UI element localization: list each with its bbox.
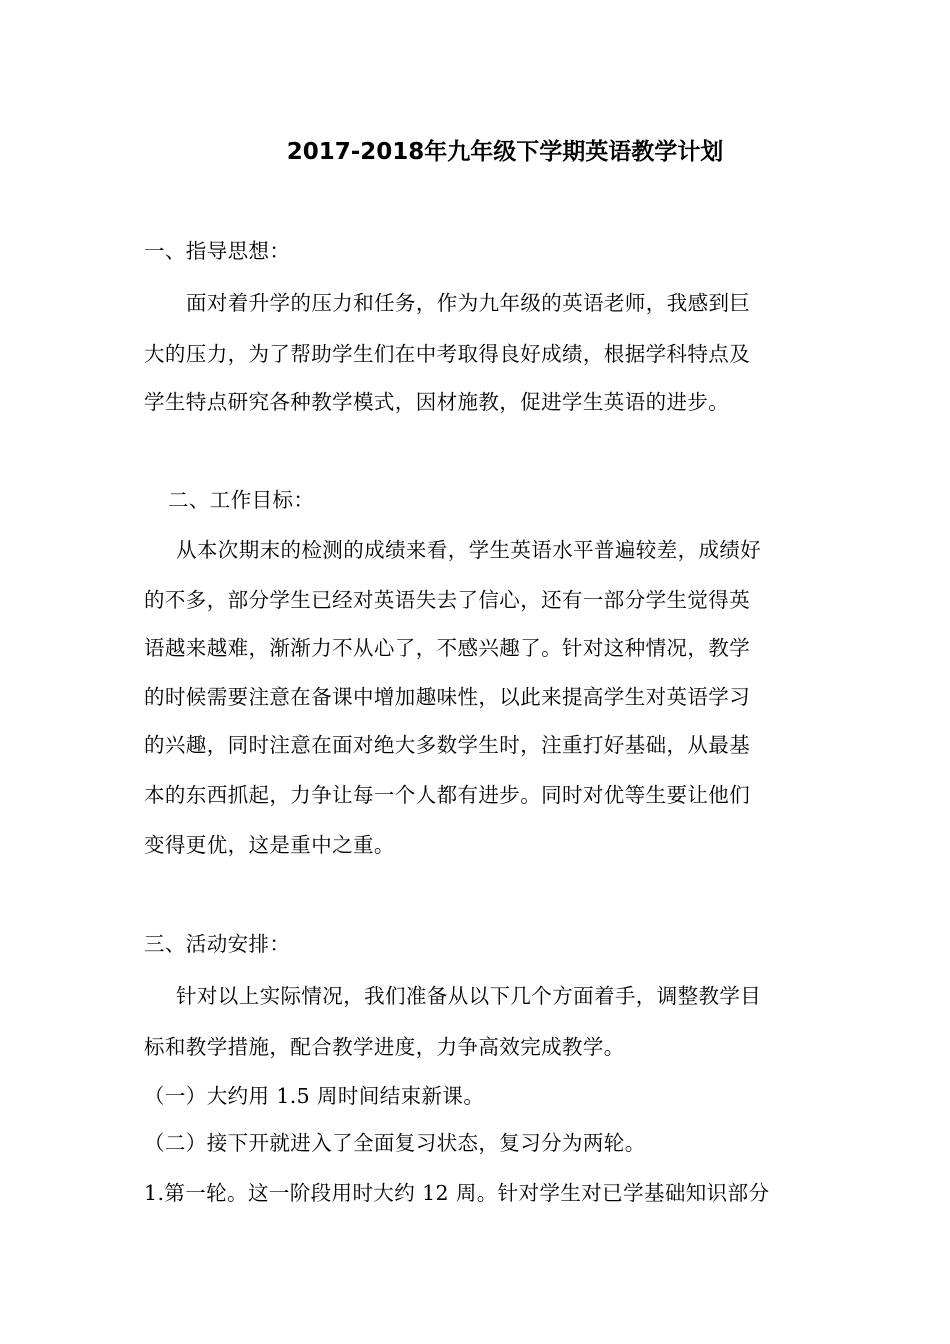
section2-line-2: 的不多，部分学生已经对英语失去了信心，还有一部分学生觉得英 xyxy=(144,588,751,612)
section2-line-6: 本的东西抓起，力争让每一个人都有进步。同时对优等生要让他们 xyxy=(144,783,751,807)
section3-line-2: 标和教学措施，配合教学进度，力争高效完成教学。 xyxy=(144,1035,625,1059)
section3-line-1: 针对以上实际情况，我们准备从以下几个方面着手，调整教学目 xyxy=(176,984,762,1008)
section1-line-1: 面对着升学的压力和任务，作为九年级的英语老师，我感到巨 xyxy=(186,291,751,315)
section2-line-7: 变得更优，这是重中之重。 xyxy=(144,833,395,857)
section3-item-2: （二）接下开就进入了全面复习状态，复习分为两轮。 xyxy=(144,1131,646,1155)
section1-line-2: 大的压力，为了帮助学生们在中考取得良好成绩，根据学科特点及 xyxy=(144,342,751,366)
section2-line-4: 的时候需要注意在备课中增加趣味性，以此来提高学生对英语学习 xyxy=(144,685,751,709)
section1-heading: 一、指导思想： xyxy=(144,239,291,263)
section3-item-1: （一）大约用 1.5 周时间结束新课。 xyxy=(144,1084,485,1108)
section2-line-1: 从本次期末的检测的成绩来看，学生英语水平普遍较差，成绩好 xyxy=(176,538,762,562)
section3-heading: 三、活动安排： xyxy=(144,932,291,956)
section3-item-3: 1.第一轮。这一阶段用时大约 12 周。针对学生对已学基础知识部分 xyxy=(144,1181,770,1205)
section2-line-5: 的兴趣，同时注意在面对绝大多数学生时，注重打好基础，从最基 xyxy=(144,733,751,757)
document-title: 2017-2018年九年级下学期英语教学计划 xyxy=(286,139,724,165)
section1-line-3: 学生特点研究各种教学模式，因材施教，促进学生英语的进步。 xyxy=(144,390,730,414)
section2-line-3: 语越来越难，渐渐力不从心了，不感兴趣了。针对这种情况，教学 xyxy=(144,636,751,660)
section2-heading: 二、工作目标： xyxy=(168,488,315,512)
